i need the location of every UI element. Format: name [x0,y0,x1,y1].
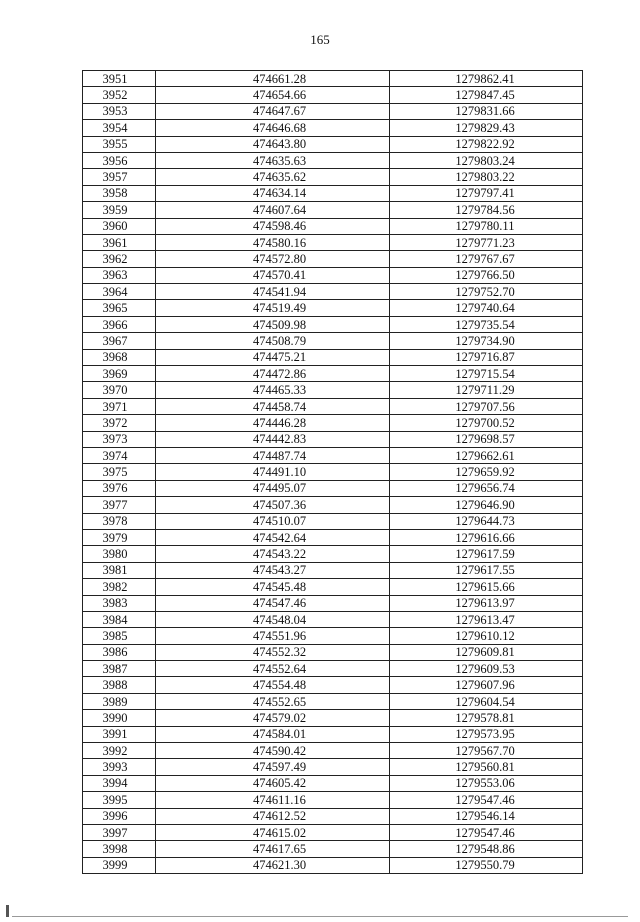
x-coordinate-cell: 474621.30 [156,857,390,873]
point-number-cell: 3998 [83,841,156,857]
point-number-cell: 3969 [83,366,156,382]
table-row [83,136,583,152]
x-coordinate-cell: 474611.16 [156,792,390,808]
point-number-cell: 3952 [83,87,156,103]
x-coordinate-cell: 474597.49 [156,759,390,775]
table-row [83,218,583,234]
y-coordinate-cell: 1279615.66 [390,579,583,595]
point-number-cell: 3971 [83,398,156,414]
page-number: 165 [310,32,330,47]
x-coordinate-cell: 474579.02 [156,710,390,726]
y-coordinate-cell: 1279829.43 [390,120,583,136]
point-number-cell: 3967 [83,333,156,349]
point-number-cell: 3960 [83,218,156,234]
x-coordinate-cell: 474475.21 [156,349,390,365]
table-row [83,513,583,529]
x-coordinate-cell: 474541.94 [156,284,390,300]
point-number-cell: 3979 [83,529,156,545]
x-coordinate-cell: 474552.64 [156,661,390,677]
table-row [83,382,583,398]
point-number-cell: 3980 [83,546,156,562]
x-coordinate-cell: 474547.46 [156,595,390,611]
y-coordinate-cell: 1279659.92 [390,464,583,480]
point-number-cell: 3989 [83,693,156,709]
table-row [83,857,583,873]
x-coordinate-cell: 474570.41 [156,267,390,283]
x-coordinate-cell: 474542.64 [156,529,390,545]
point-number-cell: 3985 [83,628,156,644]
point-number-cell: 3973 [83,431,156,447]
point-number-cell: 3975 [83,464,156,480]
y-coordinate-cell: 1279822.92 [390,136,583,152]
point-number-cell: 3988 [83,677,156,693]
y-coordinate-cell: 1279711.29 [390,382,583,398]
scan-edge-mark [6,905,9,917]
y-coordinate-cell: 1279613.97 [390,595,583,611]
point-number-cell: 3968 [83,349,156,365]
coordinates-table-body [83,71,583,874]
table-row [83,743,583,759]
table-row [83,103,583,119]
x-coordinate-cell: 474572.80 [156,251,390,267]
x-coordinate-cell: 474545.48 [156,579,390,595]
point-number-cell: 3954 [83,120,156,136]
table-row [83,152,583,168]
table-row [83,300,583,316]
table-row [83,333,583,349]
x-coordinate-cell: 474551.96 [156,628,390,644]
y-coordinate-cell: 1279656.74 [390,480,583,496]
x-coordinate-cell: 474552.32 [156,644,390,660]
point-number-cell: 3970 [83,382,156,398]
coordinates-table [82,70,583,874]
table-row [83,251,583,267]
point-number-cell: 3961 [83,234,156,250]
point-number-cell: 3990 [83,710,156,726]
table-row [83,120,583,136]
table-row [83,464,583,480]
y-coordinate-cell: 1279771.23 [390,234,583,250]
y-coordinate-cell: 1279573.95 [390,726,583,742]
x-coordinate-cell: 474495.07 [156,480,390,496]
x-coordinate-cell: 474635.62 [156,169,390,185]
x-coordinate-cell: 474584.01 [156,726,390,742]
table-row [83,169,583,185]
x-coordinate-cell: 474446.28 [156,415,390,431]
y-coordinate-cell: 1279847.45 [390,87,583,103]
point-number-cell: 3993 [83,759,156,775]
y-coordinate-cell: 1279609.81 [390,644,583,660]
point-number-cell: 3962 [83,251,156,267]
y-coordinate-cell: 1279803.22 [390,169,583,185]
x-coordinate-cell: 474643.80 [156,136,390,152]
y-coordinate-cell: 1279610.12 [390,628,583,644]
x-coordinate-cell: 474507.36 [156,497,390,513]
y-coordinate-cell: 1279578.81 [390,710,583,726]
x-coordinate-cell: 474598.46 [156,218,390,234]
x-coordinate-cell: 474509.98 [156,316,390,332]
x-coordinate-cell: 474661.28 [156,71,390,87]
y-coordinate-cell: 1279707.56 [390,398,583,414]
point-number-cell: 3963 [83,267,156,283]
x-coordinate-cell: 474458.74 [156,398,390,414]
x-coordinate-cell: 474646.68 [156,120,390,136]
table-row [83,316,583,332]
y-coordinate-cell: 1279547.46 [390,792,583,808]
x-coordinate-cell: 474465.33 [156,382,390,398]
table-row [83,415,583,431]
y-coordinate-cell: 1279662.61 [390,447,583,463]
x-coordinate-cell: 474612.52 [156,808,390,824]
point-number-cell: 3986 [83,644,156,660]
table-row [83,284,583,300]
point-number-cell: 3955 [83,136,156,152]
point-number-cell: 3956 [83,152,156,168]
table-row [83,611,583,627]
point-number-cell: 3991 [83,726,156,742]
y-coordinate-cell: 1279716.87 [390,349,583,365]
table-row [83,677,583,693]
point-number-cell: 3978 [83,513,156,529]
table-row [83,841,583,857]
table-row [83,661,583,677]
point-number-cell: 3964 [83,284,156,300]
point-number-cell: 3995 [83,792,156,808]
y-coordinate-cell: 1279767.67 [390,251,583,267]
table-row [83,366,583,382]
table-row [83,234,583,250]
table-row [83,808,583,824]
page-bottom-rule [12,916,628,917]
x-coordinate-cell: 474510.07 [156,513,390,529]
x-coordinate-cell: 474647.67 [156,103,390,119]
y-coordinate-cell: 1279766.50 [390,267,583,283]
x-coordinate-cell: 474548.04 [156,611,390,627]
x-coordinate-cell: 474654.66 [156,87,390,103]
table-row [83,202,583,218]
table-row [83,644,583,660]
table-row [83,562,583,578]
point-number-cell: 3981 [83,562,156,578]
x-coordinate-cell: 474508.79 [156,333,390,349]
point-number-cell: 3987 [83,661,156,677]
y-coordinate-cell: 1279607.96 [390,677,583,693]
point-number-cell: 3983 [83,595,156,611]
point-number-cell: 3976 [83,480,156,496]
table-row [83,349,583,365]
x-coordinate-cell: 474543.22 [156,546,390,562]
x-coordinate-cell: 474491.10 [156,464,390,480]
table-row [83,431,583,447]
table-row [83,497,583,513]
x-coordinate-cell: 474552.65 [156,693,390,709]
x-coordinate-cell: 474590.42 [156,743,390,759]
point-number-cell: 3992 [83,743,156,759]
x-coordinate-cell: 474607.64 [156,202,390,218]
y-coordinate-cell: 1279553.06 [390,775,583,791]
point-number-cell: 3953 [83,103,156,119]
point-number-cell: 3965 [83,300,156,316]
y-coordinate-cell: 1279735.54 [390,316,583,332]
point-number-cell: 3996 [83,808,156,824]
table-row [83,71,583,87]
y-coordinate-cell: 1279831.66 [390,103,583,119]
table-row [83,267,583,283]
table-row [83,398,583,414]
point-number-cell: 3999 [83,857,156,873]
y-coordinate-cell: 1279550.79 [390,857,583,873]
x-coordinate-cell: 474615.02 [156,824,390,840]
y-coordinate-cell: 1279752.70 [390,284,583,300]
table-row [83,628,583,644]
table-row [83,579,583,595]
table-row [83,726,583,742]
point-number-cell: 3972 [83,415,156,431]
table-row [83,546,583,562]
y-coordinate-cell: 1279646.90 [390,497,583,513]
y-coordinate-cell: 1279698.57 [390,431,583,447]
y-coordinate-cell: 1279609.53 [390,661,583,677]
table-row [83,480,583,496]
x-coordinate-cell: 474487.74 [156,447,390,463]
point-number-cell: 3957 [83,169,156,185]
table-row [83,185,583,201]
point-number-cell: 3997 [83,824,156,840]
x-coordinate-cell: 474554.48 [156,677,390,693]
y-coordinate-cell: 1279604.54 [390,693,583,709]
point-number-cell: 3958 [83,185,156,201]
point-number-cell: 3977 [83,497,156,513]
point-number-cell: 3994 [83,775,156,791]
y-coordinate-cell: 1279740.64 [390,300,583,316]
y-coordinate-cell: 1279567.70 [390,743,583,759]
table-row [83,529,583,545]
x-coordinate-cell: 474605.42 [156,775,390,791]
point-number-cell: 3982 [83,579,156,595]
table-row [83,759,583,775]
y-coordinate-cell: 1279616.66 [390,529,583,545]
y-coordinate-cell: 1279547.46 [390,824,583,840]
y-coordinate-cell: 1279560.81 [390,759,583,775]
x-coordinate-cell: 474617.65 [156,841,390,857]
table-row [83,775,583,791]
x-coordinate-cell: 474580.16 [156,234,390,250]
table-row [83,595,583,611]
y-coordinate-cell: 1279613.47 [390,611,583,627]
x-coordinate-cell: 474442.83 [156,431,390,447]
x-coordinate-cell: 474634.14 [156,185,390,201]
point-number-cell: 3966 [83,316,156,332]
y-coordinate-cell: 1279644.73 [390,513,583,529]
y-coordinate-cell: 1279617.59 [390,546,583,562]
y-coordinate-cell: 1279546.14 [390,808,583,824]
y-coordinate-cell: 1279797.41 [390,185,583,201]
table-row [83,447,583,463]
point-number-cell: 3974 [83,447,156,463]
point-number-cell: 3959 [83,202,156,218]
y-coordinate-cell: 1279734.90 [390,333,583,349]
table-row [83,87,583,103]
table-row [83,824,583,840]
y-coordinate-cell: 1279548.86 [390,841,583,857]
y-coordinate-cell: 1279803.24 [390,152,583,168]
y-coordinate-cell: 1279715.54 [390,366,583,382]
table-row [83,792,583,808]
x-coordinate-cell: 474519.49 [156,300,390,316]
point-number-cell: 3951 [83,71,156,87]
point-number-cell: 3984 [83,611,156,627]
x-coordinate-cell: 474543.27 [156,562,390,578]
x-coordinate-cell: 474635.63 [156,152,390,168]
y-coordinate-cell: 1279862.41 [390,71,583,87]
y-coordinate-cell: 1279780.11 [390,218,583,234]
table-row [83,710,583,726]
x-coordinate-cell: 474472.86 [156,366,390,382]
y-coordinate-cell: 1279700.52 [390,415,583,431]
table-row [83,693,583,709]
y-coordinate-cell: 1279617.55 [390,562,583,578]
y-coordinate-cell: 1279784.56 [390,202,583,218]
